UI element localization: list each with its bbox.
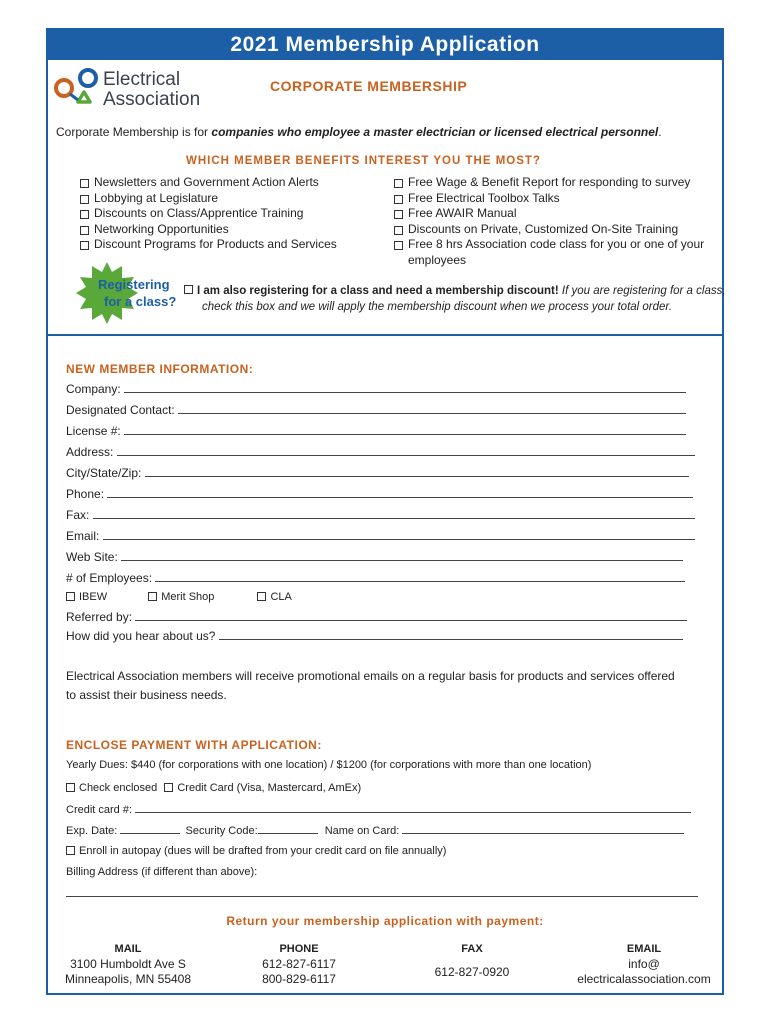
yearly-dues-text: Yearly Dues: $440 (for corporations with one location) / $1200 (for corporations with more than one location) (66, 759, 592, 771)
employees-field[interactable] (66, 570, 685, 585)
email-input-line[interactable] (103, 528, 695, 540)
logo-line1: Electrical (103, 69, 181, 90)
checkbox-icon[interactable] (257, 592, 266, 601)
benefit-label: Free Wage & Benefit Report for responding to survey (408, 175, 691, 189)
email-line1: info@ (628, 957, 660, 971)
mail-line1: 3100 Humboldt Ave S (70, 957, 186, 971)
benefit-checkbox[interactable] (394, 175, 710, 191)
phone-contact-label: PHONE (279, 943, 319, 955)
contact-input-line[interactable] (178, 402, 686, 414)
affiliation-options (66, 591, 292, 603)
checkbox-icon[interactable] (164, 783, 173, 792)
intro-plain: Corporate Membership is for (56, 125, 212, 139)
name-on-card-input-line[interactable] (402, 823, 684, 834)
mail-label: MAIL (114, 943, 142, 955)
autopay-label: Enroll in autopay (dues will be drafted from your credit card on file annually) (79, 845, 447, 857)
checkbox-icon[interactable] (66, 783, 75, 792)
registering-discount-option[interactable] (184, 283, 724, 315)
fax-input-line[interactable] (93, 507, 695, 519)
phone-label: Phone: (66, 487, 105, 501)
referred-input-line[interactable] (135, 609, 687, 621)
merit-shop-checkbox[interactable] (148, 591, 214, 603)
corporate-membership-title: CORPORATE MEMBERSHIP (270, 78, 468, 94)
phone-line2: 800-829-6117 (262, 972, 336, 986)
registering-italic-1: If you are registering for a class, (558, 285, 726, 297)
fax-field[interactable] (66, 507, 695, 522)
credit-card-checkbox[interactable] (164, 782, 361, 794)
address-label: Address: (66, 445, 114, 459)
email-line2: electricalassociation.com (577, 972, 711, 986)
benefits-left-list (80, 175, 380, 253)
city-state-zip-field[interactable] (66, 465, 689, 480)
phone-contact (236, 942, 362, 987)
badge-line1: Registering (98, 277, 170, 292)
phone-line1: 612-827-6117 (262, 957, 336, 971)
checkbox-icon[interactable] (80, 241, 89, 250)
fax-contact (412, 942, 532, 980)
contact-label: Designated Contact: (66, 403, 175, 417)
how-heard-field[interactable] (66, 628, 683, 643)
benefit-checkbox[interactable] (80, 222, 380, 238)
email-field[interactable] (66, 528, 695, 543)
return-heading: Return your membership application with payment: (226, 914, 544, 928)
intro-end: . (658, 125, 662, 139)
cla-checkbox[interactable] (257, 591, 291, 603)
benefit-checkbox[interactable] (394, 206, 710, 222)
logo-text (103, 70, 200, 110)
new-member-heading: NEW MEMBER INFORMATION: (66, 362, 254, 376)
checkbox-icon[interactable] (80, 210, 89, 219)
benefit-label: Newsletters and Government Action Alerts (94, 175, 319, 189)
benefit-label: Lobbying at Legislature (94, 190, 219, 205)
designated-contact-field[interactable] (66, 402, 686, 417)
website-input-line[interactable] (121, 549, 683, 561)
card-details-row (66, 823, 684, 837)
benefit-label: Discount Programs for Products and Services (94, 237, 337, 252)
payment-heading: ENCLOSE PAYMENT WITH APPLICATION: (66, 738, 322, 752)
promo-note-line1: Electrical Association members will receive promotional emails on a regular basis for products and services offered (66, 669, 675, 683)
exp-label: Exp. Date: (66, 825, 118, 837)
promo-note-line2: to assist their business needs. (66, 688, 227, 702)
benefit-checkbox[interactable] (80, 206, 380, 222)
city-input-line[interactable] (145, 465, 689, 477)
benefit-checkbox[interactable] (80, 175, 380, 191)
address-field[interactable] (66, 444, 695, 459)
payment-method-options (66, 782, 361, 794)
autopay-option[interactable] (66, 845, 446, 857)
license-input-line[interactable] (124, 423, 686, 435)
mail-line2: Minneapolis, MN 55408 (64, 972, 192, 986)
fax-line1: 612-827-0920 (434, 965, 510, 979)
exp-input-line[interactable] (120, 823, 180, 834)
employees-label: # of Employees: (66, 571, 153, 585)
ibew-checkbox[interactable] (66, 591, 107, 603)
intro-text (56, 125, 662, 139)
billing-address-line[interactable] (66, 896, 698, 897)
logo-line2: Association (103, 89, 201, 110)
license-field[interactable] (66, 423, 686, 438)
name-on-card-field[interactable] (325, 825, 685, 837)
mail-contact (50, 942, 206, 987)
electrical-association-logo-icon (52, 66, 102, 110)
benefit-label: Discounts on Class/Apprentice Training (94, 206, 304, 221)
website-label: Web Site: (66, 550, 118, 564)
card-number-label: Credit card #: (66, 804, 133, 816)
address-input-line[interactable] (117, 444, 695, 456)
checkbox-icon[interactable] (184, 285, 193, 294)
checkbox-icon[interactable] (394, 226, 403, 235)
city-label: City/State/Zip: (66, 466, 142, 480)
credit-card-number-field[interactable] (66, 802, 691, 816)
checkbox-icon[interactable] (394, 241, 403, 250)
credit-card-label: Credit Card (Visa, Mastercard, AmEx) (177, 782, 362, 794)
email-contact (564, 942, 724, 987)
application-form (46, 28, 724, 995)
registering-badge-text (98, 276, 176, 310)
fax-contact-label: FAX (461, 943, 483, 955)
company-label: Company: (66, 382, 121, 396)
merit-shop-label: Merit Shop (161, 591, 215, 603)
company-field[interactable] (66, 381, 686, 396)
name-on-card-label: Name on Card: (324, 825, 400, 837)
section-divider (48, 334, 722, 336)
ibew-label: IBEW (79, 591, 108, 603)
checkbox-icon[interactable] (80, 179, 89, 188)
form-title: 2021 Membership Application (48, 30, 722, 60)
check-enclosed-checkbox[interactable] (66, 782, 157, 794)
security-input-line[interactable] (258, 823, 318, 834)
license-label: License #: (66, 424, 121, 438)
benefit-label: Free 8 hrs Association code class for you or one of your employees (408, 237, 705, 267)
security-label: Security Code: (185, 825, 258, 837)
checkbox-icon[interactable] (80, 226, 89, 235)
card-number-input-line[interactable] (135, 802, 691, 813)
benefits-heading: WHICH MEMBER BENEFITS INTEREST YOU THE MOST? (186, 155, 541, 167)
intro-emphasis: companies who employee a master electrician or licensed electrical personnel (211, 125, 659, 139)
benefit-label: Free AWAIR Manual (408, 206, 517, 221)
benefit-checkbox[interactable] (80, 237, 380, 253)
website-field[interactable] (66, 549, 683, 564)
cla-label: CLA (270, 591, 292, 603)
benefit-checkbox[interactable] (394, 222, 710, 238)
registering-bold-text: I am also registering for a class and need a membership discount! (197, 285, 559, 297)
checkbox-icon[interactable] (66, 846, 75, 855)
checkbox-icon[interactable] (394, 195, 403, 204)
check-enclosed-label: Check enclosed (79, 782, 158, 794)
checkbox-icon[interactable] (80, 195, 89, 204)
checkbox-icon[interactable] (66, 592, 75, 601)
billing-address-label: Billing Address (if different than above): (66, 866, 258, 878)
fax-label: Fax: (66, 508, 90, 522)
benefit-checkbox[interactable] (80, 191, 380, 207)
referred-by-field[interactable] (66, 609, 687, 624)
checkbox-icon[interactable] (394, 179, 403, 188)
exp-date-field[interactable] (66, 825, 180, 837)
registering-italic-2: check this box and we will apply the membership discount when we process your total order. (202, 301, 673, 313)
promo-email-note (66, 667, 716, 705)
phone-input-line[interactable] (107, 486, 693, 498)
email-label: Email: (66, 529, 100, 543)
how-heard-input-line[interactable] (219, 628, 683, 640)
employees-input-line[interactable] (155, 570, 685, 582)
benefits-right-list (394, 175, 710, 269)
badge-line2: for a class? (104, 294, 177, 309)
checkbox-icon[interactable] (394, 210, 403, 219)
benefit-checkbox[interactable] (394, 191, 710, 207)
company-input-line[interactable] (124, 381, 686, 393)
benefit-label: Free Electrical Toolbox Talks (408, 190, 560, 205)
security-code-field[interactable] (185, 825, 317, 837)
how-heard-label: How did you hear about us? (66, 629, 216, 643)
benefit-label: Discounts on Private, Customized On-Site Training (408, 221, 679, 236)
email-contact-label: EMAIL (626, 943, 662, 955)
benefit-checkbox[interactable] (394, 237, 710, 268)
referred-label: Referred by: (66, 610, 133, 624)
benefit-label: Networking Opportunities (94, 221, 229, 236)
checkbox-icon[interactable] (148, 592, 157, 601)
phone-field[interactable] (66, 486, 693, 501)
